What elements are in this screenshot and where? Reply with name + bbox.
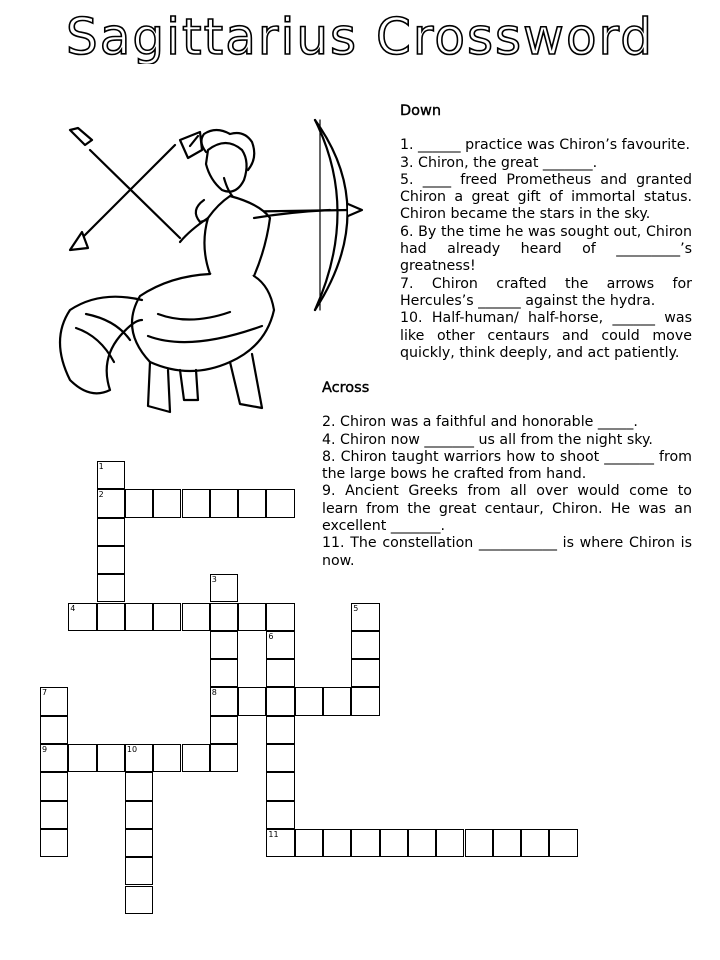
grid-cell[interactable] bbox=[40, 716, 68, 744]
grid-cell[interactable] bbox=[125, 603, 153, 631]
grid-cell[interactable] bbox=[351, 829, 379, 857]
grid-cell[interactable] bbox=[266, 659, 294, 687]
grid-cell[interactable] bbox=[323, 829, 351, 857]
grid-cell[interactable] bbox=[210, 659, 238, 687]
grid-cell[interactable] bbox=[210, 716, 238, 744]
clue-number-3: 3 bbox=[211, 575, 217, 585]
down-heading: Down bbox=[400, 103, 442, 119]
across-heading: Across bbox=[322, 380, 370, 396]
grid-cell[interactable] bbox=[266, 716, 294, 744]
page-title-text: Sagittarius Crossword bbox=[66, 8, 654, 64]
grid-cell[interactable] bbox=[125, 829, 153, 857]
page-title bbox=[0, 2, 720, 64]
grid-cell[interactable] bbox=[125, 857, 153, 885]
grid-cell[interactable] bbox=[68, 744, 96, 772]
grid-cell[interactable] bbox=[266, 489, 294, 517]
grid-cell[interactable] bbox=[153, 744, 181, 772]
grid-cell[interactable] bbox=[182, 489, 210, 517]
grid-cell[interactable] bbox=[238, 489, 266, 517]
grid-cell[interactable] bbox=[182, 603, 210, 631]
grid-cell[interactable] bbox=[380, 829, 408, 857]
grid-cell[interactable] bbox=[266, 744, 294, 772]
grid-cell[interactable] bbox=[125, 886, 153, 914]
grid-cell[interactable] bbox=[40, 772, 68, 800]
grid-cell[interactable] bbox=[493, 829, 521, 857]
clue-number-10: 10 bbox=[126, 745, 138, 754]
across-clues bbox=[322, 380, 692, 570]
grid-cell[interactable] bbox=[408, 829, 436, 857]
grid-cell[interactable] bbox=[40, 829, 68, 857]
across-clue-2: 2. Chiron was a faithful and honorable _____. bbox=[322, 414, 638, 431]
grid-cell[interactable] bbox=[210, 489, 238, 517]
grid-cell[interactable] bbox=[295, 829, 323, 857]
across-clue-9: 9. Ancient Greeks from all over would come to learn from the great centaur, Chiron. He was an excellent _______. bbox=[322, 483, 692, 535]
across-clue-11: 11. The constellation ___________ is where Chiron is now. bbox=[322, 535, 692, 569]
grid-cell[interactable] bbox=[125, 772, 153, 800]
grid-cell[interactable] bbox=[323, 687, 351, 715]
clue-number-8: 8 bbox=[211, 688, 217, 698]
down-clue-6: 6. By the time he was sought out, Chiron had already heard of _________’s greatness! bbox=[400, 223, 692, 275]
clue-number-7: 7 bbox=[42, 688, 48, 698]
grid-cell[interactable] bbox=[521, 829, 549, 857]
clue-number-9: 9 bbox=[42, 745, 48, 754]
grid-cell[interactable] bbox=[97, 603, 125, 631]
grid-cell[interactable] bbox=[125, 489, 153, 517]
down-clue-5: 5. ____ freed Prometheus and granted Chiron a great gift of immortal status. Chiron became the stars in the sky. bbox=[400, 171, 692, 223]
grid-cell[interactable] bbox=[266, 603, 294, 631]
grid-cell[interactable] bbox=[40, 801, 68, 829]
grid-cell[interactable] bbox=[295, 687, 323, 715]
grid-cell[interactable] bbox=[97, 744, 125, 772]
grid-cell[interactable] bbox=[97, 574, 125, 602]
grid-cell[interactable] bbox=[97, 518, 125, 546]
grid-cell[interactable] bbox=[97, 546, 125, 574]
down-clue-10: 10. Half-human/ half-horse, ______ was like other centaurs and could move quickly, think deeply, and act patiently. bbox=[400, 310, 692, 361]
grid-cell[interactable] bbox=[153, 603, 181, 631]
clue-number-5: 5 bbox=[353, 603, 359, 613]
grid-cell[interactable] bbox=[238, 603, 266, 631]
grid-cell[interactable] bbox=[182, 744, 210, 772]
grid-cell[interactable] bbox=[266, 687, 294, 715]
grid-cell[interactable] bbox=[210, 744, 238, 772]
across-clue-4: 4. Chiron now _______ us all from the night sky. bbox=[322, 431, 653, 448]
grid-cell[interactable] bbox=[238, 687, 266, 715]
sagittarius-centaur-illustration bbox=[30, 100, 370, 420]
down-clue-7: 7. Chiron crafted the arrows for Hercules’s ______ against the hydra. bbox=[400, 275, 692, 309]
clue-number-11: 11 bbox=[268, 829, 279, 839]
clue-number-6: 6 bbox=[268, 631, 274, 641]
grid-cell[interactable] bbox=[125, 801, 153, 829]
grid-cell[interactable] bbox=[436, 829, 464, 857]
grid-cell[interactable] bbox=[351, 659, 379, 687]
clue-number-1: 1 bbox=[98, 462, 104, 471]
across-clue-8: 8. Chiron taught warriors how to shoot _______ from the large bows he crafted from hand. bbox=[322, 448, 692, 483]
grid-cell[interactable] bbox=[266, 772, 294, 800]
clue-number-2: 2 bbox=[98, 490, 104, 500]
down-clue-1: 1. ______ practice was Chiron’s favourite. bbox=[400, 137, 690, 154]
down-clue-3: 3. Chiron, the great _______. bbox=[400, 154, 598, 171]
grid-cell[interactable] bbox=[351, 631, 379, 659]
down-clues bbox=[400, 103, 692, 362]
grid-cell[interactable] bbox=[465, 829, 493, 857]
grid-cell[interactable] bbox=[153, 489, 181, 517]
grid-cell[interactable] bbox=[210, 631, 238, 659]
grid-cell[interactable] bbox=[266, 801, 294, 829]
grid-cell[interactable] bbox=[549, 829, 577, 857]
clue-number-4: 4 bbox=[70, 603, 76, 613]
grid-cell[interactable] bbox=[351, 687, 379, 715]
grid-cell[interactable] bbox=[210, 603, 238, 631]
